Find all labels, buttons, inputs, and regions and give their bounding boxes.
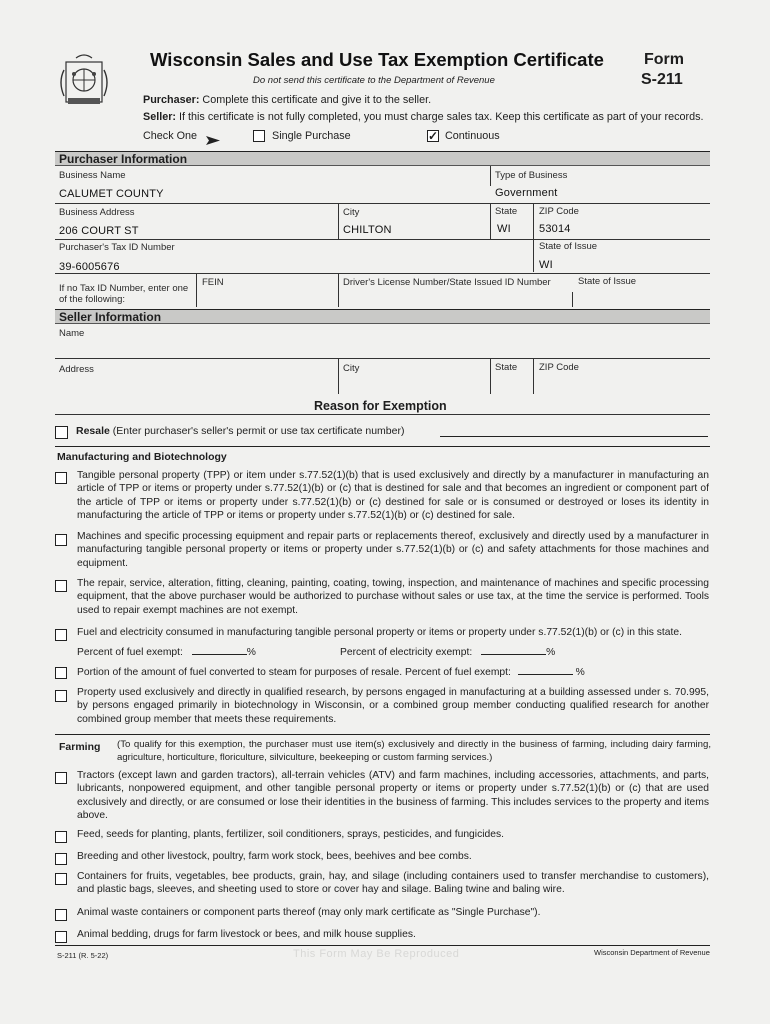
f3-checkbox[interactable] [55, 853, 67, 865]
farming-note: (To qualify for this exemption, the purchaser must use item(s) exclusively and directly in the business of farming, including dairy farming, agriculture, horticulture, floriculture, silviculture, beekeeping or custom farming services.) [117, 739, 711, 763]
m3-text: The repair, service, alteration, fitting, cleaning, painting, coating, towing, inspection, and maintenance of machines and specific processing equipment, that the above purchaser would be authorized to purchase without sales or use tax, at the time the service is performed. Tools used to repair exempt machines are not exempt. [77, 578, 709, 616]
seller-name-label: Name [59, 328, 85, 339]
seller-zip-field[interactable] [537, 378, 707, 392]
resale-checkbox[interactable] [55, 426, 68, 439]
tax-id-field[interactable]: 39-6005676 [59, 261, 120, 273]
m5-checkbox[interactable] [55, 667, 67, 679]
purchaser-section-title: Purchaser Information [55, 151, 710, 166]
f1-text: Tractors (except lawn and garden tractors), all-terrain vehicles (ATV) and farm machines, including accessories, attachments, and parts, lubricants, nonpowered equipment, and other tangible personal property or items or property under s.77.52(1)(b) or (c) that are used exclusively and directly, or are consumed or lose their identities in the business of farming. This includes services to the property and items above. [77, 770, 709, 821]
f5-checkbox[interactable] [55, 909, 67, 921]
form-number: S-211 [641, 71, 683, 88]
percent-sign: % [246, 647, 256, 658]
continuous-checkbox[interactable] [427, 130, 439, 142]
purchaser-instruction [143, 94, 431, 106]
f4-text: Containers for fruits, vegetables, bee products, grain, hay, and silage (including containers used to transfer merchandise to customers), and plastic bags, sleeves, and sheeting used to store or cover hay and silage. Baling twine and baling wire. [77, 871, 709, 896]
form-label: Form [644, 51, 684, 68]
business-name-field[interactable]: CALUMET COUNTY [59, 188, 164, 200]
m2-text: Machines and specific processing equipment and repair parts or replacements thereof, exclusively and directly used by a manufacturer in manufacturing tangible personal property or items or property under s.77.52(1)(b) or (c) and safety attachments for those machines and equipment. [77, 531, 709, 569]
state-of-issue-label: State of Issue [539, 241, 598, 252]
resale-text: (Enter purchaser's seller's permit or use tax certificate number) [112, 425, 405, 437]
state-of-issue-field[interactable]: WI [539, 259, 553, 271]
seller-state-field[interactable] [494, 378, 530, 392]
f6-text: Animal bedding, drugs for farm livestock or bees, and milk house supplies. [77, 929, 416, 940]
seller-label: Seller: [143, 111, 177, 123]
manufacturing-heading: Manufacturing and Biotechnology [57, 451, 227, 463]
arrow-right-icon [206, 132, 220, 150]
m4-fuel-label: Percent of fuel exempt: [77, 647, 183, 658]
business-address-label: Business Address [59, 207, 135, 218]
form-title: Wisconsin Sales and Use Tax Exemption Certificate [150, 49, 604, 70]
m1-text: Tangible personal property (TPP) or item under s.77.52(1)(b) that is used exclusively and directly by a manufacturer in manufacturing an article of TPP or items or property under s.77.52(1)(b) or (c) that is destined for sale and that becomes an ingredient or component part of the article of TPP or items or property under s.77.52(1)(b) or (c) destined for sale or is consumed or destroyed or loses its identity in manufacturing the article of TPP or items or property under s.77.52(1)(b) or (c) destined for sale. [77, 470, 709, 521]
type-of-business-label: Type of Business [495, 170, 568, 181]
f3-text: Breeding and other livestock, poultry, farm work stock, bees, beehives and bee combs. [77, 851, 472, 862]
resale-number-field[interactable] [440, 423, 708, 437]
seller-section-title: Seller Information [55, 309, 710, 324]
m4-elec-field[interactable] [481, 644, 546, 655]
m4-fuel-row [77, 644, 256, 658]
drivers-license-label: Driver's License Number/State Issued ID Number [343, 277, 551, 288]
form-revision: S-211 (R. 5-22) [57, 951, 109, 960]
m4-elec-label: Percent of electricity exempt: [340, 647, 473, 658]
seller-city-field[interactable] [342, 378, 486, 392]
seller-text: If this certificate is not fully completed, you must charge sales tax. Keep this certificate as part of your records. [179, 111, 704, 123]
zip-label: ZIP Code [539, 206, 579, 217]
resale-row [76, 425, 404, 437]
m5-row [77, 664, 585, 678]
purchaser-label: Purchaser: [143, 94, 200, 106]
check-one-label: Check One [143, 130, 198, 142]
m6-text: Property used exclusively and directly in qualified research, by persons engaged in manufacturing at a building assessed under s. 70.995, by persons engaged primarily in biotechnology in Wisconsin, or a combined group member conducting qualified research for another combined group member that meets these requirements. [77, 687, 709, 725]
m5-text: Portion of the amount of fuel converted to steam for purposes of resale. Percent of fuel exempt: [77, 667, 511, 678]
state-label: State [495, 206, 518, 217]
f2-checkbox[interactable] [55, 831, 67, 843]
business-address-field[interactable]: 206 COURT ST [59, 225, 139, 237]
zip-field[interactable]: 53014 [539, 223, 571, 235]
state-seal-icon [56, 50, 112, 110]
m1-checkbox[interactable] [55, 472, 67, 484]
seller-address-label: Address [59, 364, 94, 375]
seller-state-label: State [495, 362, 518, 373]
f6-checkbox[interactable] [55, 931, 67, 943]
m3-checkbox[interactable] [55, 580, 67, 592]
m4-checkbox[interactable] [55, 629, 67, 641]
drivers-license-field[interactable] [342, 290, 568, 304]
f2-text: Feed, seeds for planting, plants, fertilizer, soil conditioners, sprays, pesticides, and fungicides. [77, 829, 504, 840]
resale-label: Resale [76, 425, 110, 437]
fein-field[interactable] [200, 290, 334, 304]
type-of-business-field[interactable]: Government [495, 187, 558, 199]
f5-text: Animal waste containers or component parts thereof (may only mark certificate as "Single Purchase"). [77, 907, 541, 918]
f1-checkbox[interactable] [55, 772, 67, 784]
seller-instruction [143, 111, 704, 123]
single-purchase-checkbox[interactable] [253, 130, 265, 142]
seller-zip-label: ZIP Code [539, 362, 579, 373]
farming-heading: Farming [59, 741, 101, 753]
business-name-label: Business Name [59, 170, 126, 181]
m4-fuel-field[interactable] [192, 644, 247, 655]
continuous-label: Continuous [445, 130, 500, 142]
m4-elec-row [340, 644, 555, 658]
purchaser-text: Complete this certificate and give it to the seller. [202, 94, 432, 106]
tax-id-label: Purchaser's Tax ID Number [59, 242, 175, 253]
department-name: Wisconsin Department of Revenue [594, 948, 710, 957]
seller-name-field[interactable] [59, 341, 699, 355]
dl-state-of-issue-label: State of Issue [578, 276, 637, 287]
f4-checkbox[interactable] [55, 873, 67, 885]
m4-text: Fuel and electricity consumed in manufacturing tangible personal property or items or property under s.77.52(1)(b) or (c) in this state. [77, 627, 682, 638]
state-field[interactable]: WI [497, 223, 511, 235]
m5-fuel-field[interactable] [518, 664, 573, 675]
city-label: City [343, 207, 360, 218]
city-field[interactable]: CHILTON [343, 224, 392, 236]
single-purchase-label: Single Purchase [272, 130, 351, 142]
seller-address-field[interactable] [59, 378, 334, 392]
percent-sign: % [575, 667, 585, 678]
seller-city-label: City [343, 363, 360, 374]
percent-sign: % [546, 647, 556, 658]
form-subtitle: Do not send this certificate to the Department of Revenue [253, 75, 495, 86]
m6-checkbox[interactable] [55, 690, 67, 702]
m2-checkbox[interactable] [55, 534, 67, 546]
fein-label: FEIN [202, 277, 224, 288]
checkmark-icon: ✓ [428, 129, 439, 143]
reason-title: Reason for Exemption [314, 399, 447, 413]
reproduce-watermark: This Form May Be Reproduced [293, 948, 460, 960]
no-tax-id-label: If no Tax ID Number, enter one of the following: [59, 283, 189, 305]
